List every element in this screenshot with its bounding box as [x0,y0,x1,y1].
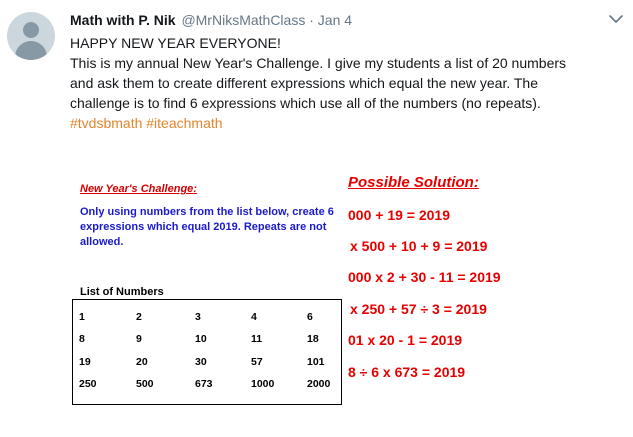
author-avatar[interactable] [7,12,55,60]
tweet-line: and ask them to create different expressions which equal the new year. The [70,75,538,91]
number-cell: 57 [251,356,263,368]
number-cell: 250 [79,378,97,390]
solution-expression: x 250 + 57 ÷ 3 = 2019 [350,301,487,317]
chevron-down-icon[interactable] [609,14,623,24]
separator-dot: · [309,12,314,28]
tweet-line: HAPPY NEW YEAR EVERYONE! [70,35,281,51]
tweet-header [70,11,352,30]
tweet-image[interactable] [70,165,610,415]
tweet-date[interactable]: Jan 4 [317,12,353,28]
solution-expression: x 500 + 10 + 9 = 2019 [350,238,488,254]
hashtag-links[interactable]: #tvdsbmath #iteachmath [70,115,223,131]
number-cell: 500 [136,378,154,390]
challenge-title: New Year's Challenge: [80,183,197,195]
author-name[interactable]: Math with P. Nik [70,12,176,28]
number-cell: 10 [195,333,207,345]
challenge-instructions: Only using numbers from the list below, create 6 expressions which equal 2019. Repeats are not allowed. [80,206,334,248]
number-cell: 101 [307,356,325,368]
author-handle[interactable]: @MrNiksMathClass [181,12,306,28]
number-cell: 1 [79,311,85,323]
solution-expression: 01 x 20 - 1 = 2019 [348,332,463,348]
number-cell: 6 [307,311,313,323]
number-cell: 4 [251,311,257,323]
number-cell: 8 [79,333,85,345]
number-cell: 19 [79,356,91,368]
tweet-text [70,33,615,133]
numbers-table [72,299,342,405]
number-cell: 18 [307,333,319,345]
number-cell: 11 [251,333,263,345]
number-cell: 673 [195,378,213,390]
avatar-shoulders [15,41,47,60]
tweet-line: This is my annual New Year's Challenge. I give my students a list of 20 numbers [70,55,567,71]
solution-title: Possible Solution: [348,174,479,191]
default-profile-icon [23,22,39,38]
solution-expression: 000 + 19 = 2019 [348,207,450,223]
number-cell: 9 [136,333,142,345]
number-cell: 20 [136,356,148,368]
solution-expression: 000 x 2 + 30 - 11 = 2019 [348,269,501,285]
number-cell: 2 [136,311,142,323]
solution-expression: 8 ÷ 6 x 673 = 2019 [348,364,466,380]
tweet-line: challenge is to find 6 expressions which use all of the numbers (no repeats). [70,95,541,111]
number-cell: 2000 [307,378,331,390]
number-cell: 3 [195,311,201,323]
number-cell: 30 [195,356,207,368]
list-of-numbers-label: List of Numbers [80,286,164,298]
number-cell: 1000 [251,378,275,390]
